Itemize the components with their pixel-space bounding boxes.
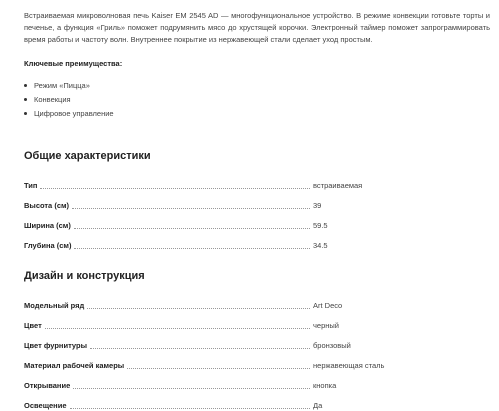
spec-value: бронзовый <box>313 341 351 350</box>
dot-leader <box>72 208 310 209</box>
spec-label: Материал рабочей камеры <box>24 361 125 370</box>
bullet-icon <box>24 84 27 87</box>
table-row <box>24 231 490 251</box>
specs-table-general <box>24 163 490 251</box>
table-row <box>24 391 490 411</box>
spec-value: 59.5 <box>313 221 328 230</box>
spec-value: черный <box>313 321 339 330</box>
list-item <box>24 93 490 107</box>
advantage-label: Режим «Пицца» <box>34 81 90 90</box>
advantages-list <box>24 70 490 121</box>
spec-value: 34.5 <box>313 241 328 250</box>
dot-leader <box>127 368 310 369</box>
table-row <box>24 311 490 331</box>
dot-leader <box>87 308 310 309</box>
spec-value: 39 <box>313 201 322 210</box>
advantage-label: Конвекция <box>34 95 71 104</box>
spec-label: Освещение <box>24 401 67 410</box>
table-row <box>24 351 490 371</box>
dot-leader <box>90 348 310 349</box>
spec-label: Глубина (см) <box>24 241 72 250</box>
table-row <box>24 291 490 311</box>
dot-leader <box>73 388 310 389</box>
section-title-design: Дизайн и конструкция <box>24 270 145 282</box>
product-description: Встраиваемая микроволновая печь Kaiser EM 2545 AD — многофункциональное устройство. В режиме конвекции готовьте торты и печенье, а функция «Гриль» поможет подрумянить мясо до хрустящей корочки. Электронный таймер поможет запрограммировать время работы и частоту волн. Внутреннее покрытие из нержавеющей стали сделает уход простым. <box>24 11 490 44</box>
dot-leader <box>40 188 310 189</box>
spec-value: встраиваемая <box>313 181 363 190</box>
dot-leader <box>70 408 311 409</box>
table-row <box>24 211 490 231</box>
spec-value: нержавеющая сталь <box>313 361 385 370</box>
dot-leader <box>45 328 310 329</box>
spec-label: Модельный ряд <box>24 301 85 310</box>
product-description-page <box>24 0 490 411</box>
spec-label: Тип <box>24 181 38 190</box>
advantages-title: Ключевые преимущества: <box>24 59 123 68</box>
spec-value: Да <box>313 401 323 410</box>
list-item <box>24 107 490 121</box>
spec-value: Art Deco <box>313 301 343 310</box>
spec-label: Открывание <box>24 381 71 390</box>
advantage-label: Цифровое управление <box>34 109 114 118</box>
spec-label: Цвет <box>24 321 42 330</box>
section-title-general: Общие характеристики <box>24 150 151 162</box>
table-row <box>24 191 490 211</box>
spec-label: Высота (см) <box>24 201 70 210</box>
bullet-icon <box>24 112 27 115</box>
table-row <box>24 371 490 391</box>
bullet-icon <box>24 98 27 101</box>
list-item <box>24 79 490 93</box>
spec-label: Ширина (см) <box>24 221 71 230</box>
dot-leader <box>74 228 310 229</box>
specs-table-design <box>24 283 490 411</box>
dot-leader <box>74 248 310 249</box>
table-row <box>24 331 490 351</box>
spec-label: Цвет фурнитуры <box>24 341 87 350</box>
table-row <box>24 171 490 191</box>
spec-value: кнопка <box>313 381 337 390</box>
